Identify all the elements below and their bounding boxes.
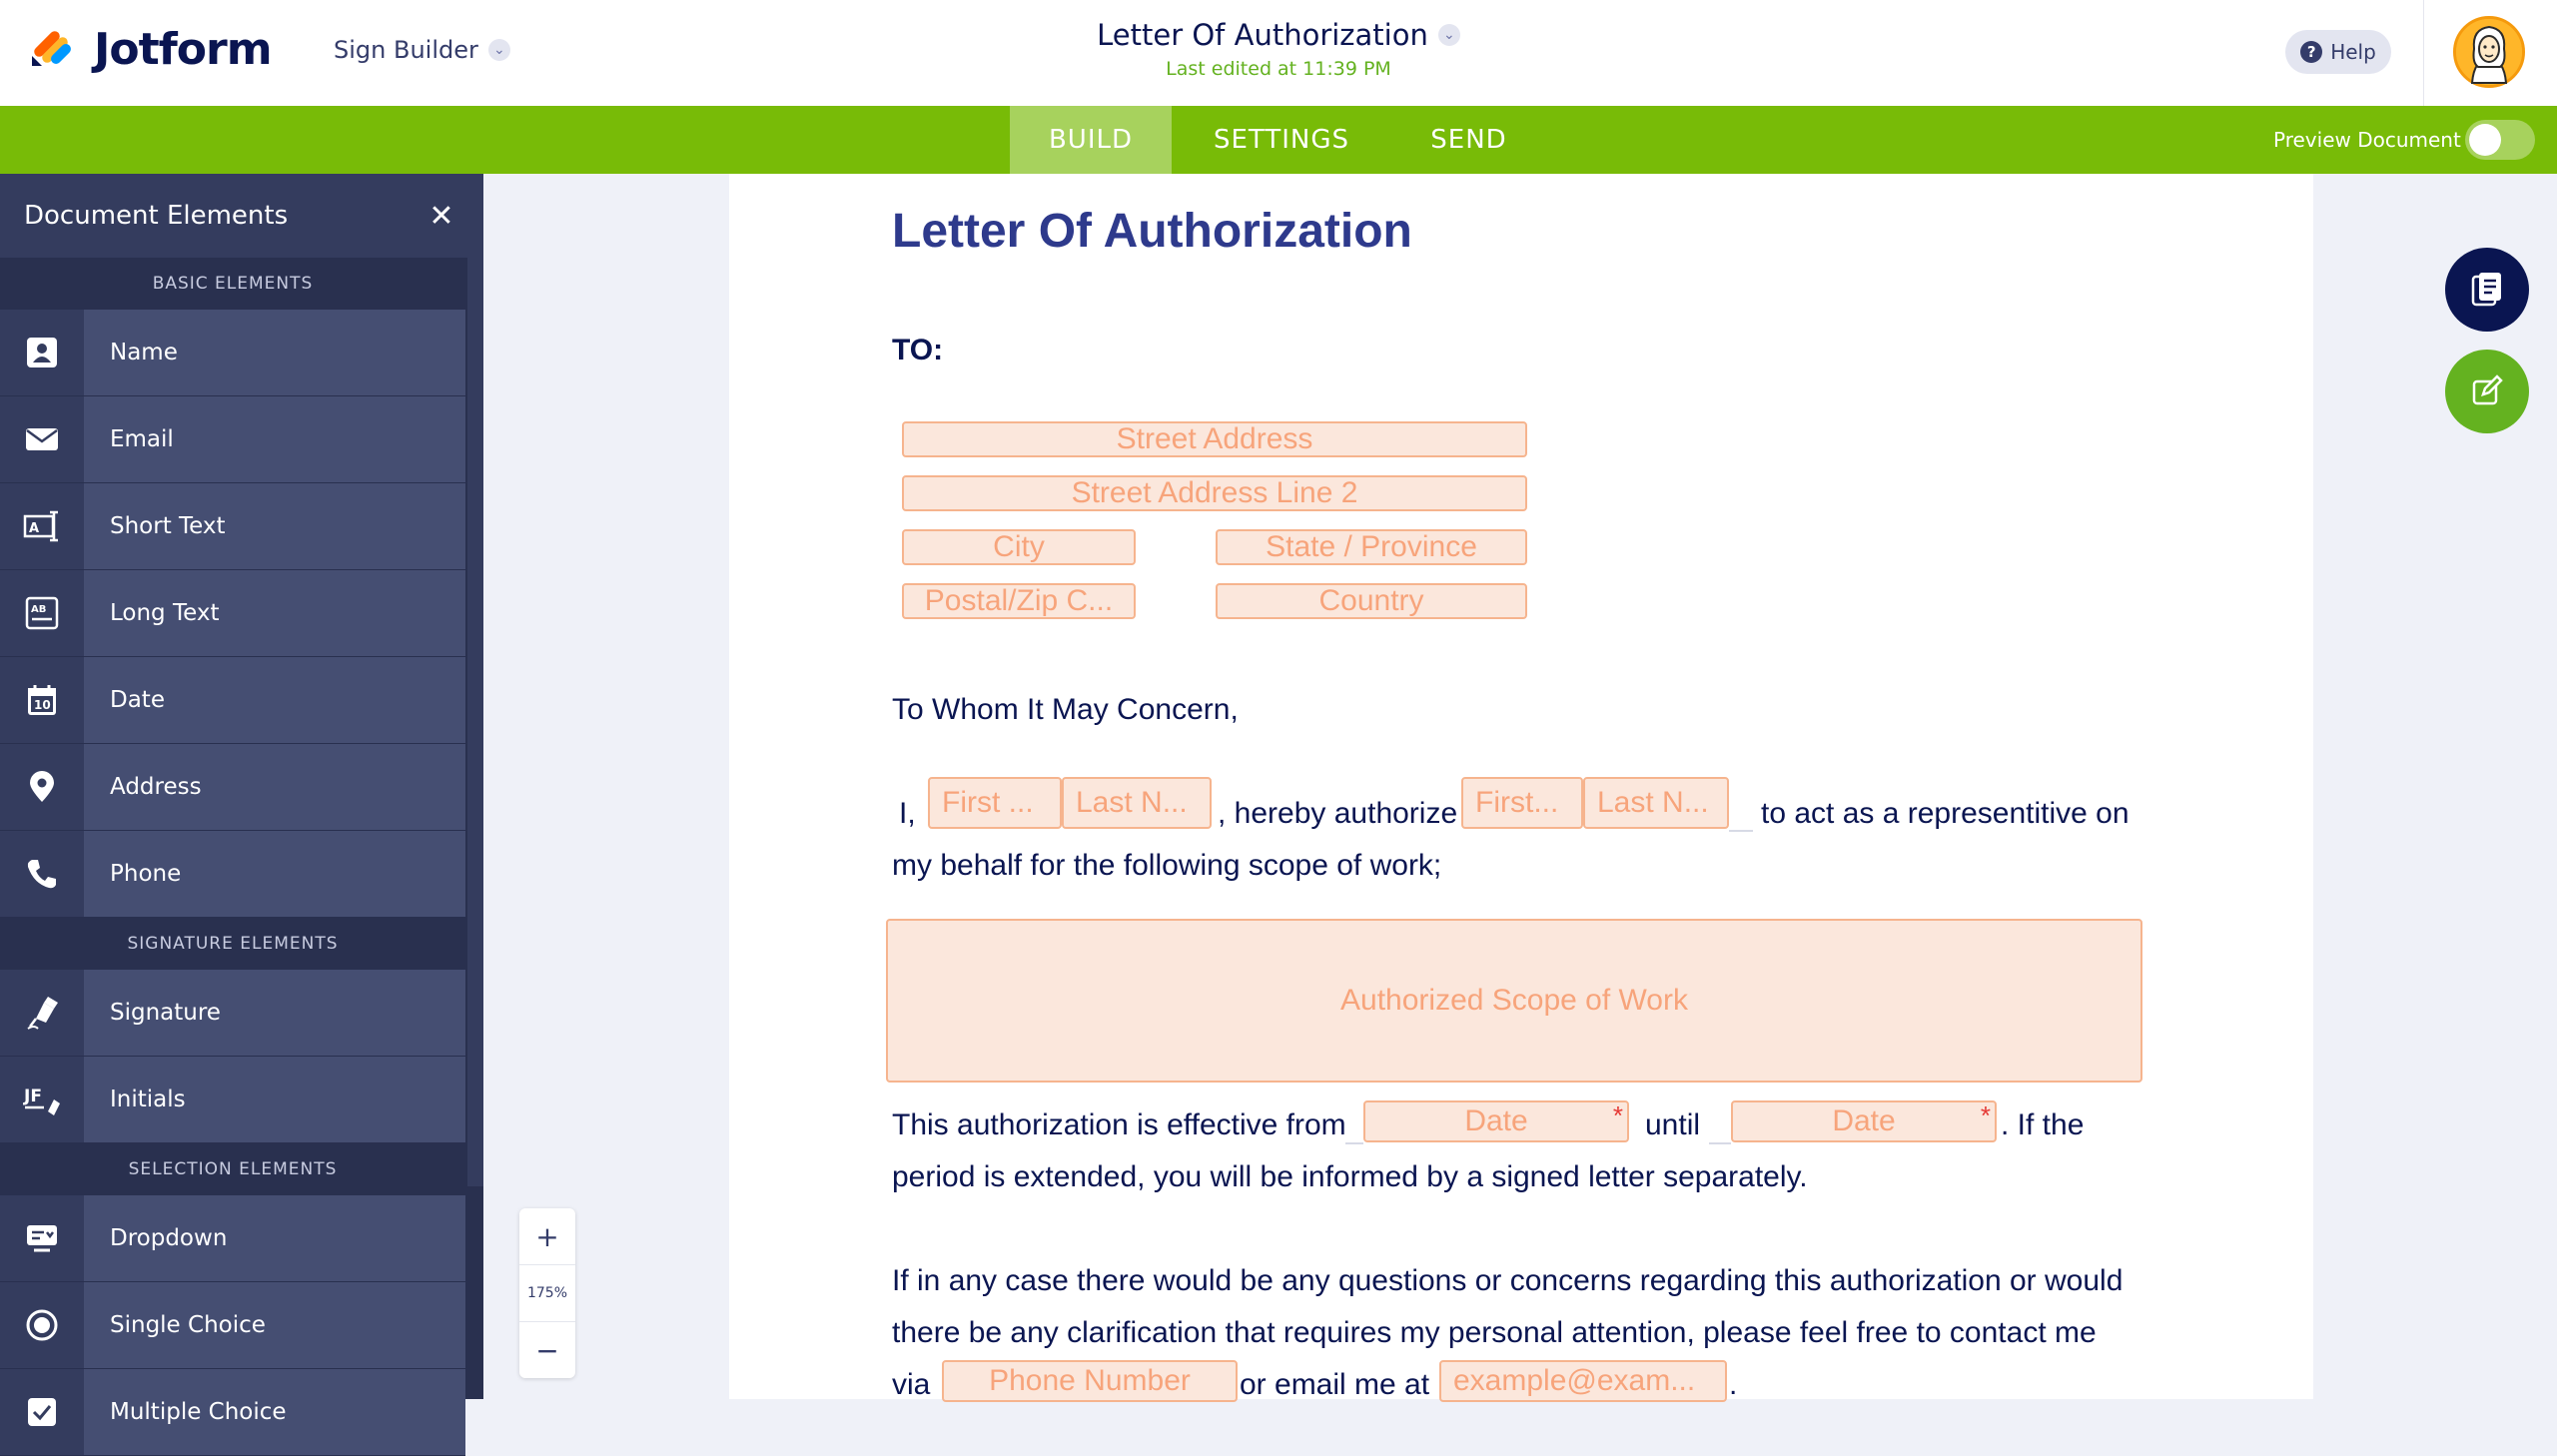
tab-settings[interactable]: SETTINGS: [1213, 125, 1349, 155]
svg-text:JF: JF: [24, 1087, 42, 1106]
radio-icon: [24, 1307, 60, 1343]
element-label: Multiple Choice: [84, 1369, 465, 1455]
to-label[interactable]: TO:: [892, 334, 944, 366]
element-label: Dropdown: [84, 1195, 465, 1281]
paragraph-text: to act as a representitive on: [1761, 797, 2130, 830]
start-date-field[interactable]: [1363, 1100, 1629, 1142]
paragraph-text: , hereby authorize: [1218, 797, 1458, 830]
paragraph-text: there be any clarification that requires my personal attention, please feel free to contact me: [892, 1316, 2097, 1349]
element-label: Phone: [84, 831, 465, 917]
close-icon[interactable]: ✕: [428, 198, 454, 234]
builder-nav-bar: [0, 106, 2557, 174]
element-label: Initials: [84, 1057, 465, 1142]
preview-document-label: Preview Document: [2273, 128, 2461, 152]
element-email[interactable]: [0, 396, 465, 483]
street-address-field[interactable]: Street Address: [902, 421, 1527, 457]
element-label: Email: [84, 396, 465, 482]
element-label: Address: [84, 744, 465, 830]
element-name[interactable]: [0, 310, 465, 396]
paragraph-text: .: [1729, 1368, 1738, 1401]
element-label: Date: [84, 657, 465, 743]
calendar-icon: [24, 682, 60, 718]
document-pages-button[interactable]: [2445, 248, 2529, 332]
element-address[interactable]: [0, 744, 465, 831]
state-province-field[interactable]: State / Province: [1216, 529, 1527, 565]
section-selection-elements: SELECTION ELEMENTS: [0, 1143, 465, 1195]
panel-scrollbar[interactable]: [467, 258, 483, 1399]
date-placeholder: Date: [1832, 1104, 1896, 1137]
panel-header: [0, 174, 483, 258]
last-name-field[interactable]: Last N...: [1062, 777, 1212, 829]
scrollbar-thumb[interactable]: [467, 258, 483, 1186]
zoom-out-button[interactable]: −: [535, 1333, 559, 1367]
long-text-icon: [24, 595, 60, 631]
authorized-scope-field[interactable]: Authorized Scope of Work: [886, 919, 2142, 1083]
panel-title: Document Elements: [24, 201, 289, 231]
document-title-area: [0, 18, 2557, 80]
pen-nib-icon: [24, 995, 60, 1031]
help-label: Help: [2330, 40, 2376, 64]
phone-number-field[interactable]: Phone Number: [942, 1360, 1238, 1402]
svg-text:A: A: [29, 521, 40, 536]
blank-underline: [1345, 1142, 1363, 1144]
element-date[interactable]: [0, 657, 465, 744]
paragraph-text: . If the: [2001, 1108, 2085, 1141]
document-title: Letter Of Authorization: [1097, 18, 1428, 52]
svg-text:AB: AB: [31, 604, 47, 615]
city-field[interactable]: City: [902, 529, 1136, 565]
product-label: Sign Builder: [334, 36, 478, 64]
short-text-icon: [23, 508, 61, 544]
documents-icon: [2469, 271, 2505, 309]
element-multiple-choice[interactable]: [0, 1369, 465, 1456]
last-name-field-2[interactable]: Last N...: [1583, 777, 1729, 829]
element-phone[interactable]: [0, 831, 465, 918]
document-heading[interactable]: Letter Of Authorization: [892, 205, 1412, 258]
logo-text: Jotform: [94, 24, 272, 75]
required-asterisk-icon: *: [1980, 1100, 1991, 1130]
paragraph-text: period is extended, you will be informed by a signed letter separately.: [892, 1160, 1808, 1193]
first-name-field-2[interactable]: First...: [1461, 777, 1583, 829]
paragraph-text: This authorization is effective from: [892, 1108, 1346, 1141]
phone-icon: [24, 856, 60, 892]
zoom-control: [519, 1208, 575, 1378]
postal-zip-field[interactable]: Postal/Zip C...: [902, 583, 1136, 619]
paragraph-text: until: [1645, 1108, 1701, 1141]
element-label: Name: [84, 310, 465, 395]
zoom-in-button[interactable]: +: [535, 1219, 559, 1253]
document-elements-panel: [0, 174, 483, 1425]
paragraph-text: via: [892, 1368, 931, 1401]
edit-document-button[interactable]: [2445, 350, 2529, 433]
top-header: [0, 0, 2557, 107]
section-signature-elements: SIGNATURE ELEMENTS: [0, 918, 465, 970]
last-edited-text: Last edited at 11:39 PM: [1166, 58, 1391, 80]
blank-underline: [1729, 830, 1753, 832]
date-placeholder: Date: [1464, 1104, 1528, 1137]
chevron-down-icon: ⌄: [488, 39, 510, 61]
end-date-field[interactable]: [1731, 1100, 1997, 1142]
tab-send[interactable]: SEND: [1430, 125, 1507, 155]
zoom-level: 175%: [519, 1264, 575, 1322]
element-label: Single Choice: [84, 1282, 465, 1368]
document-page: [729, 174, 2313, 1399]
element-long-text[interactable]: [0, 570, 465, 657]
chevron-down-icon: ⌄: [1438, 24, 1460, 46]
toggle-knob: [2469, 124, 2501, 156]
paragraph-text: my behalf for the following scope of work;: [892, 849, 1442, 882]
avatar[interactable]: [2453, 16, 2525, 88]
greeting-text[interactable]: To Whom It May Concern,: [892, 693, 1239, 726]
element-short-text[interactable]: [0, 483, 465, 570]
paragraph-text: or email me at: [1240, 1368, 1430, 1401]
svg-text:10: 10: [34, 698, 51, 712]
element-single-choice[interactable]: [0, 1282, 465, 1369]
initials-icon: [22, 1082, 62, 1117]
paragraph-text: If in any case there would be any questions or concerns regarding this authorization or would: [892, 1264, 2124, 1297]
user-card-icon: [24, 335, 60, 370]
country-field[interactable]: Country: [1216, 583, 1527, 619]
element-label: Long Text: [84, 570, 465, 656]
blank-underline: [1709, 1142, 1731, 1144]
checkbox-icon: [24, 1394, 60, 1430]
avatar-portrait-icon: [2456, 19, 2522, 85]
envelope-icon: [24, 421, 60, 457]
document-title-button[interactable]: [1097, 18, 1460, 52]
question-icon: ?: [2300, 41, 2322, 63]
map-pin-icon: [24, 769, 60, 805]
section-basic-elements: BASIC ELEMENTS: [0, 258, 465, 310]
street-address-line2-field[interactable]: Street Address Line 2: [902, 475, 1527, 511]
element-signature[interactable]: [0, 970, 465, 1057]
element-label: Signature: [84, 970, 465, 1056]
paragraph-text: I,: [899, 797, 916, 830]
element-label: Short Text: [84, 483, 465, 569]
element-dropdown[interactable]: [0, 1195, 465, 1282]
element-initials[interactable]: [0, 1057, 465, 1143]
header-divider: [2423, 0, 2424, 106]
first-name-field[interactable]: First ...: [928, 777, 1062, 829]
tab-build[interactable]: BUILD: [1010, 106, 1172, 174]
email-field[interactable]: example@exam...: [1439, 1360, 1727, 1402]
preview-document-toggle[interactable]: [2465, 120, 2535, 160]
edit-icon: [2469, 373, 2505, 409]
dropdown-icon: [24, 1220, 60, 1256]
help-button[interactable]: [2285, 30, 2391, 74]
required-asterisk-icon: *: [1612, 1100, 1623, 1130]
